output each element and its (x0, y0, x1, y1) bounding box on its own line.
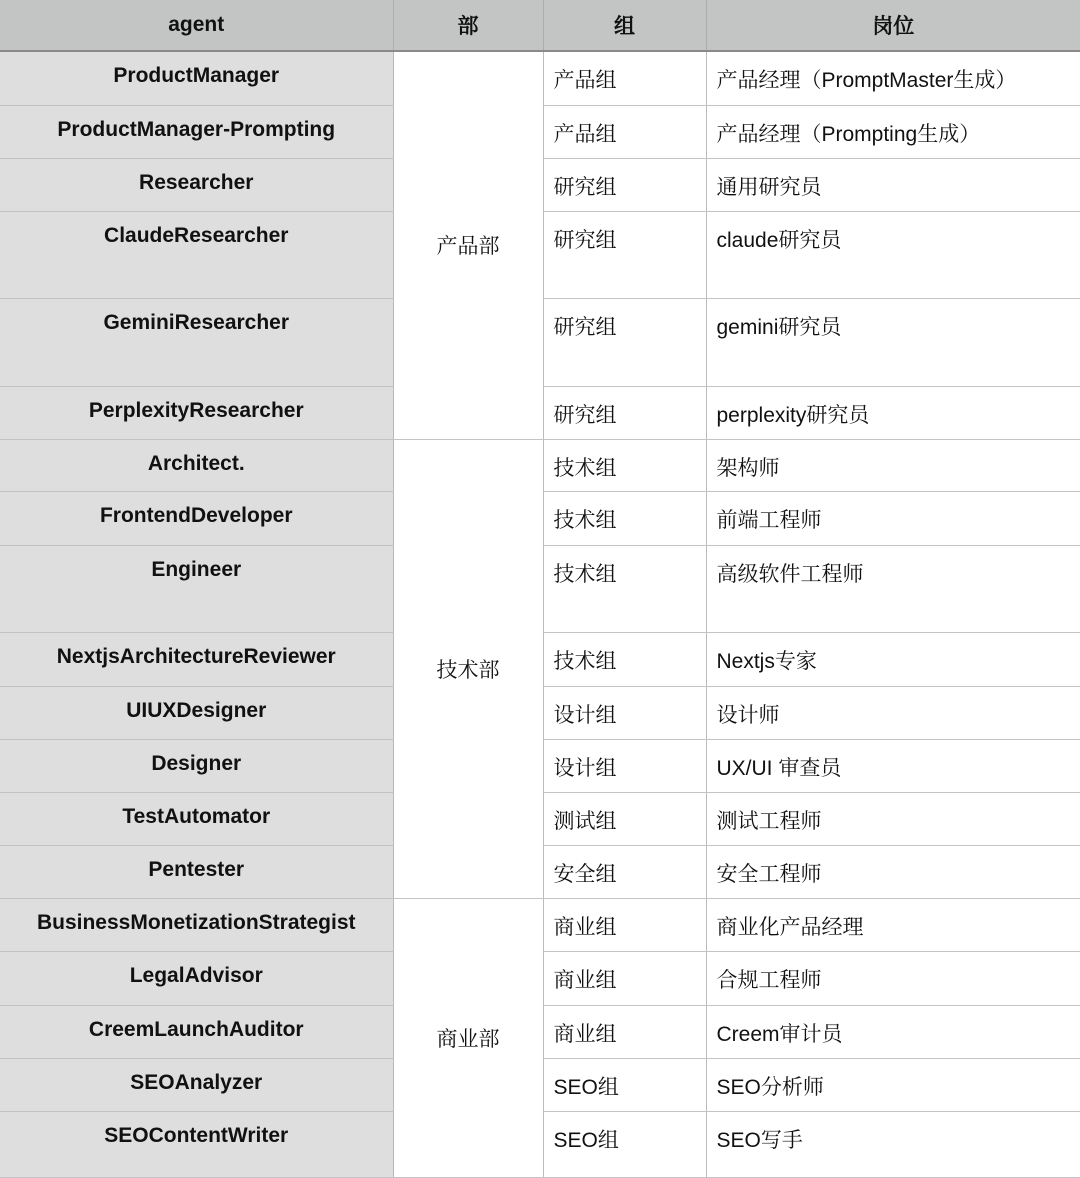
position-cell: 产品经理（Prompting生成） (706, 105, 1080, 158)
agent-cell: SEOContentWriter (0, 1111, 393, 1177)
group-cell: 商业组 (543, 1005, 706, 1058)
group-cell: 商业组 (543, 951, 706, 1005)
group-cell: 技术组 (543, 491, 706, 545)
position-cell: SEO写手 (706, 1111, 1080, 1177)
agent-cell: NextjsArchitectureReviewer (0, 632, 393, 686)
group-cell: 研究组 (543, 211, 706, 298)
group-cell: 研究组 (543, 386, 706, 439)
group-cell: 研究组 (543, 298, 706, 386)
group-cell: 技术组 (543, 632, 706, 686)
agent-cell: GeminiResearcher (0, 298, 393, 386)
position-cell: 产品经理（PromptMaster生成） (706, 51, 1080, 105)
group-cell: 研究组 (543, 158, 706, 211)
position-cell: 安全工程师 (706, 845, 1080, 898)
agent-cell: ClaudeResearcher (0, 211, 393, 298)
agent-cell: PerplexityResearcher (0, 386, 393, 439)
group-cell: 产品组 (543, 105, 706, 158)
agent-cell: TestAutomator (0, 792, 393, 845)
position-cell: UX/UI 审查员 (706, 739, 1080, 792)
agent-cell: FrontendDeveloper (0, 491, 393, 545)
agent-cell: Architect. (0, 439, 393, 491)
table-row (0, 51, 1080, 105)
position-cell: Creem审计员 (706, 1005, 1080, 1058)
agent-cell: Engineer (0, 545, 393, 632)
group-cell: SEO组 (543, 1111, 706, 1177)
group-cell: 产品组 (543, 51, 706, 105)
position-cell: 前端工程师 (706, 491, 1080, 545)
position-cell: 架构师 (706, 439, 1080, 491)
group-cell: 测试组 (543, 792, 706, 845)
agent-cell: Pentester (0, 845, 393, 898)
group-cell: 设计组 (543, 739, 706, 792)
position-cell: 合规工程师 (706, 951, 1080, 1005)
department-cell: 产品部 (393, 51, 543, 439)
group-cell: 设计组 (543, 686, 706, 739)
department-cell: 商业部 (393, 898, 543, 1177)
position-cell: gemini研究员 (706, 298, 1080, 386)
position-cell: 通用研究员 (706, 158, 1080, 211)
group-cell: 技术组 (543, 545, 706, 632)
table-row (0, 439, 1080, 491)
position-cell: SEO分析师 (706, 1058, 1080, 1111)
agent-cell: ProductManager-Prompting (0, 105, 393, 158)
position-cell: 测试工程师 (706, 792, 1080, 845)
agent-cell: UIUXDesigner (0, 686, 393, 739)
position-cell: 高级软件工程师 (706, 545, 1080, 632)
header-row (0, 0, 1080, 51)
table-row (0, 898, 1080, 951)
agent-cell: CreemLaunchAuditor (0, 1005, 393, 1058)
position-cell: Nextjs专家 (706, 632, 1080, 686)
agent-cell: SEOAnalyzer (0, 1058, 393, 1111)
position-cell: perplexity研究员 (706, 386, 1080, 439)
department-cell: 技术部 (393, 439, 543, 898)
header-position: 岗位 (706, 0, 1080, 51)
agent-cell: Designer (0, 739, 393, 792)
header-department: 部 (393, 0, 543, 51)
position-cell: 商业化产品经理 (706, 898, 1080, 951)
agent-cell: LegalAdvisor (0, 951, 393, 1005)
agent-cell: Researcher (0, 158, 393, 211)
header-agent: agent (0, 0, 393, 51)
group-cell: 安全组 (543, 845, 706, 898)
position-cell: 设计师 (706, 686, 1080, 739)
position-cell: claude研究员 (706, 211, 1080, 298)
header-group: 组 (543, 0, 706, 51)
group-cell: 技术组 (543, 439, 706, 491)
agent-cell: BusinessMonetizationStrategist (0, 898, 393, 951)
group-cell: SEO组 (543, 1058, 706, 1111)
group-cell: 商业组 (543, 898, 706, 951)
agent-cell: ProductManager (0, 51, 393, 105)
